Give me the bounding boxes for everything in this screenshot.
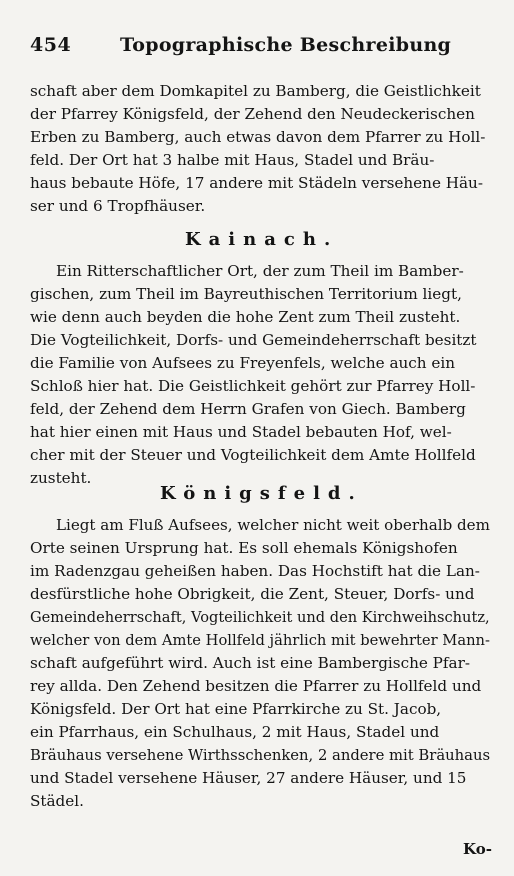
text-line: desfürstliche hohe Obrigkeit, die Zent, Steuer, Dorfs- und xyxy=(30,585,475,603)
running-title: Topographische Beschreibung xyxy=(120,34,452,56)
text-line: schaft aber dem Domkapitel zu Bamberg, die Geistlichkeit xyxy=(30,82,481,100)
text-line: die Familie von Aufsees zu Freyenfels, welche auch ein xyxy=(30,354,456,372)
text-line: ein Pfarrhaus, ein Schulhaus, 2 mit Haus, Stadel und xyxy=(30,723,440,741)
text-line: im Radenzgau geheißen haben. Das Hochstift hat die Lan- xyxy=(30,562,480,580)
text-line: gischen, zum Theil im Bayreuthischen Territorium liegt, xyxy=(30,285,462,303)
text-line: cher mit der Steuer und Vogteilichkeit dem Amte Hollfeld xyxy=(30,446,476,464)
text-line: Orte seinen Ursprung hat. Es soll ehemals Königshofen xyxy=(30,539,458,557)
text-line: und Stadel versehene Häuser, 27 andere Häuser, und 15 xyxy=(30,769,467,787)
text-line: rey allda. Den Zehend besitzen die Pfarrer zu Hollfeld und xyxy=(30,677,482,695)
page-number: 454 xyxy=(30,34,72,56)
text-line: welcher von dem Amte Hollfeld jährlich mit bewehrter Mann- xyxy=(30,631,490,649)
text-line: ser und 6 Tropfhäuser. xyxy=(30,197,206,215)
text-line: Gemeindeherrschaft, Vogteilichkeit und den Kirchweihschutz, xyxy=(30,608,490,626)
text-line: Ein Ritterschaftlicher Ort, der zum Theil im Bamber- xyxy=(56,262,464,280)
text-line: wie denn auch beyden die hohe Zent zum Theil zusteht. xyxy=(30,308,461,326)
text-line: Erben zu Bamberg, auch etwas davon dem Pfarrer zu Holl- xyxy=(30,128,486,146)
text-line: Die Vogteilichkeit, Dorfs- und Gemeindeherrschaft besitzt xyxy=(30,331,477,349)
text-line: zusteht. xyxy=(30,469,92,487)
text-line: Liegt am Fluß Aufsees, welcher nicht weit oberhalb dem xyxy=(56,516,490,534)
section-title: Kainach. xyxy=(185,229,339,250)
text-line: Bräuhaus versehene Wirthsschenken, 2 andere mit Bräuhaus xyxy=(30,746,491,764)
page-header xyxy=(30,34,494,60)
text-line: der Pfarrey Königsfeld, der Zehend den Neudeckerischen xyxy=(30,105,475,123)
text-line: feld. Der Ort hat 3 halbe mit Haus, Stadel und Bräu- xyxy=(30,151,435,169)
catchword: Ko- xyxy=(463,840,492,858)
text-line: haus bebaute Höfe, 17 andere mit Städeln versehene Häu- xyxy=(30,174,483,192)
text-line: Königsfeld. Der Ort hat eine Pfarrkirche zu St. Jacob, xyxy=(30,700,442,718)
text-line: Schloß hier hat. Die Geistlichkeit gehört zur Pfarrey Holl- xyxy=(30,377,476,395)
text-line: Städel. xyxy=(30,792,84,810)
section-title: Königsfeld. xyxy=(160,483,363,504)
text-line: schaft aufgeführt wird. Auch ist eine Bambergische Pfar- xyxy=(30,654,470,672)
text-line: hat hier einen mit Haus und Stadel bebauten Hof, wel- xyxy=(30,423,452,441)
text-line: feld, der Zehend dem Herrn Grafen von Giech. Bamberg xyxy=(30,400,466,418)
